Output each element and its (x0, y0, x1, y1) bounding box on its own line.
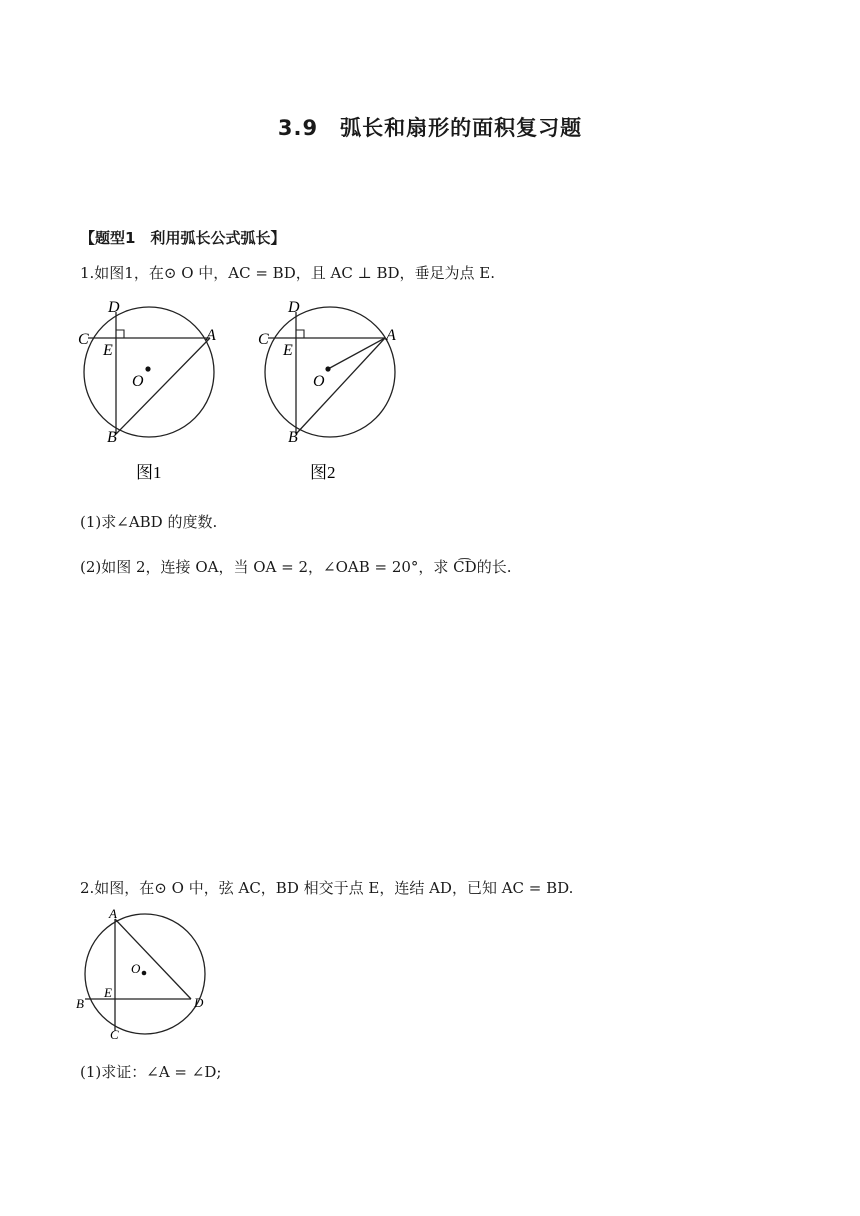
problem-1-sub-2: (2)如图 2，连接 OA，当 OA = 2，∠OAB = 20°，求 C͡D的长. (80, 558, 512, 576)
fig2-label-e: E (283, 342, 293, 359)
problem-2-sub-1: (1)求证：∠A = ∠D; (80, 1063, 222, 1081)
fig3-label-d: D (194, 995, 204, 1010)
fig1-label-d: D (108, 299, 120, 316)
section-heading: 【题型1 利用弧长公式弧长】 (80, 229, 286, 247)
fig1-label-c: C (78, 331, 89, 348)
fig1-label-e: E (103, 342, 113, 359)
fig2-label-c: C (258, 331, 269, 348)
fig3-label-e: E (104, 985, 112, 1000)
fig1-label-a: A (206, 327, 216, 344)
fig2-label-a: A (386, 327, 396, 344)
fig3-label-c: C (110, 1027, 119, 1042)
fig2-label-d: D (288, 299, 300, 316)
fig2-label-b: B (288, 429, 298, 446)
fig1-caption: 图1 (136, 463, 162, 482)
fig3-label-b: B (76, 996, 84, 1011)
figure-1-diagram (70, 290, 230, 490)
figure-3-diagram (70, 905, 220, 1045)
problem-1-stem: 1.如图1，在⊙ O 中，AC = BD，且 AC ⊥ BD，垂足为点 E. (80, 264, 495, 282)
fig3-label-o: O (131, 961, 141, 976)
figure-2-diagram (252, 290, 412, 490)
fig2-label-o: O (313, 373, 325, 390)
fig1-label-b: B (107, 429, 117, 446)
fig3-label-a: A (109, 906, 117, 921)
problem-1-sub-1: (1)求∠ABD 的度数. (80, 513, 218, 531)
problem-2-stem: 2.如图，在⊙ O 中，弦 AC，BD 相交于点 E，连结 AD，已知 AC = BD. (80, 879, 574, 897)
fig2-caption: 图2 (310, 463, 336, 482)
page-title: 3.9 弧长和扇形的面积复习题 (277, 116, 583, 140)
fig1-label-o: O (132, 373, 144, 390)
